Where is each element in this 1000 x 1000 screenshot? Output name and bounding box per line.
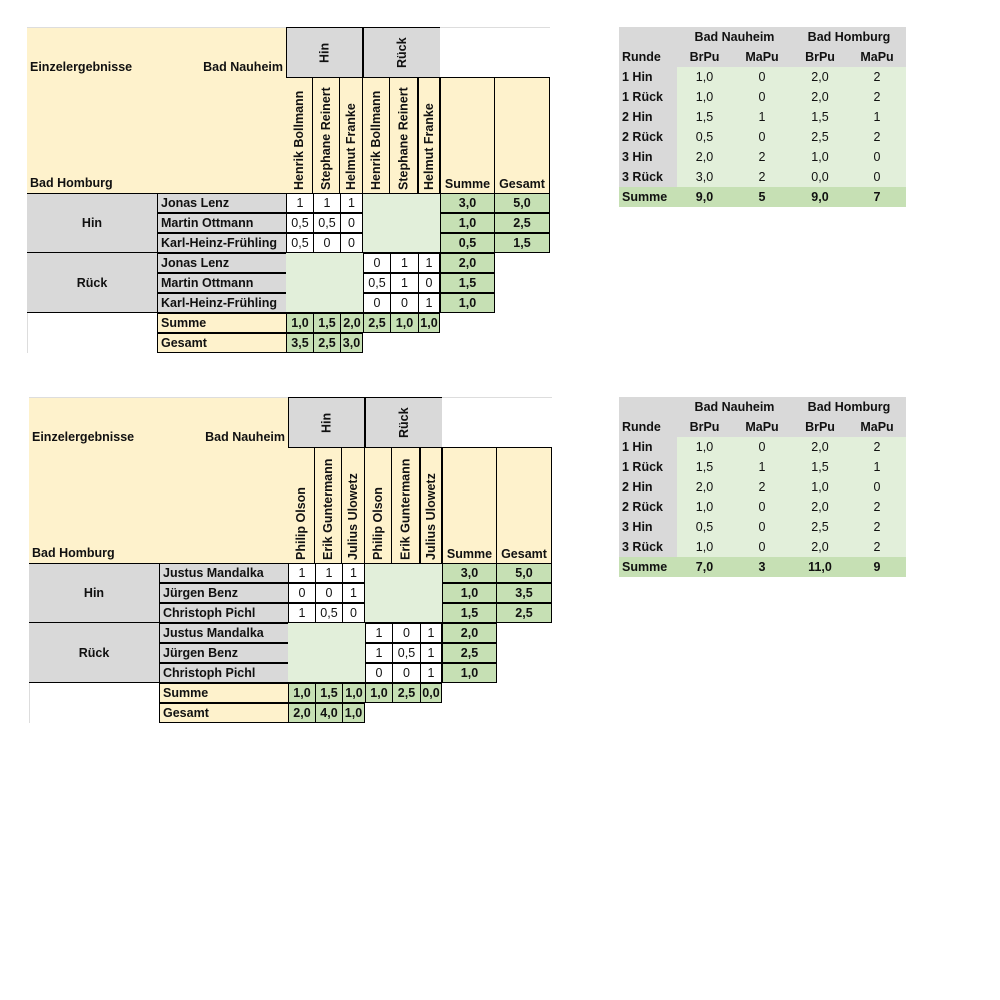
row-summe: 3,0 <box>440 193 495 213</box>
summary-sum-value: 9,0 <box>792 187 848 207</box>
summary-col-brpu: BrPu <box>677 417 732 437</box>
score-cell: 0,5 <box>286 213 313 233</box>
gesamt-row-label: Gesamt <box>157 333 286 353</box>
team-left-label: Bad Homburg <box>32 546 115 560</box>
row-summe: 1,0 <box>440 293 495 313</box>
summe-cell: 2,0 <box>340 313 363 333</box>
summary-value: 2 <box>732 477 792 497</box>
summary-value: 1,0 <box>677 87 732 107</box>
summary-value: 2,0 <box>792 67 848 87</box>
row-gesamt: 1,5 <box>495 233 550 253</box>
score-cell: 0 <box>390 293 418 313</box>
score-cell: 1 <box>390 253 418 273</box>
table-row-name: Justus Mandalka <box>159 563 288 583</box>
score-cell: 0 <box>340 233 363 253</box>
summary-value: 2 <box>848 87 906 107</box>
summary-col-mapu: MaPu <box>848 47 906 67</box>
summary-value: 1 <box>848 457 906 477</box>
table-row-name: Karl-Heinz-Frühling <box>157 233 286 253</box>
summary-value: 0 <box>732 537 792 557</box>
summary-col-brpu: BrPu <box>677 47 732 67</box>
score-cell: 1 <box>288 603 315 623</box>
score-cell: 1 <box>340 193 363 213</box>
score-cell: 1 <box>342 563 365 583</box>
summary-runde: 1 Hin <box>619 67 677 87</box>
matrix-title: Einzelergebnisse <box>32 430 135 444</box>
empty-block <box>286 253 363 313</box>
score-cell: 0 <box>313 233 340 253</box>
summary-value: 1 <box>732 107 792 127</box>
summary-sum-label: Summe <box>619 187 677 207</box>
summary-team1: Bad Nauheim <box>677 27 792 47</box>
summary-value: 0 <box>848 147 906 167</box>
table-row-name: Justus Mandalka <box>159 623 288 643</box>
row-summe: 1,5 <box>440 273 495 293</box>
summary-runde: 2 Hin <box>619 477 677 497</box>
summary-value: 1,0 <box>677 537 732 557</box>
summary-runde: 2 Rück <box>619 497 677 517</box>
table-row-name: Martin Ottmann <box>157 273 286 293</box>
row-summe: 2,0 <box>442 623 497 643</box>
summary-value: 3,0 <box>677 167 732 187</box>
summary-runde: 2 Rück <box>619 127 677 147</box>
score-cell: 1 <box>418 253 440 273</box>
gesamt-cell: 2,5 <box>313 333 340 353</box>
round-header-rueck: Rück <box>365 397 442 447</box>
summe-header: Summe <box>440 77 495 193</box>
summary-value: 0 <box>848 167 906 187</box>
summe-cell: 0,0 <box>420 683 442 703</box>
team-top-label: Bad Nauheim <box>203 60 283 74</box>
round-header-rueck: Rück <box>363 27 440 77</box>
summary-value: 0,0 <box>792 167 848 187</box>
player-header: Julius Ulowetz <box>342 447 365 563</box>
score-cell: 0 <box>363 253 390 273</box>
summary-value: 1 <box>732 457 792 477</box>
score-cell: 1 <box>418 293 440 313</box>
summary-value: 2 <box>848 517 906 537</box>
header-block <box>29 397 288 563</box>
score-cell: 1 <box>288 563 315 583</box>
summary-team2: Bad Homburg <box>792 27 906 47</box>
player-header: Philip Olson <box>288 447 315 563</box>
score-cell: 0 <box>363 293 390 313</box>
player-header: Henrik Bollmann <box>363 77 390 193</box>
summary-value: 2 <box>848 437 906 457</box>
summary-sum-value: 11,0 <box>792 557 848 577</box>
gridline <box>27 313 28 353</box>
summary-runde: 1 Hin <box>619 437 677 457</box>
gesamt-cell: 2,0 <box>288 703 315 723</box>
summary-value: 2,0 <box>792 537 848 557</box>
summary-runde: 1 Rück <box>619 87 677 107</box>
summe-cell: 1,0 <box>286 313 313 333</box>
group-label-hin: Hin <box>27 193 157 253</box>
summary-value: 1,0 <box>677 437 732 457</box>
summary-col-mapu: MaPu <box>732 47 792 67</box>
summe-cell: 1,0 <box>390 313 418 333</box>
score-cell: 0 <box>288 583 315 603</box>
score-cell: 0 <box>340 213 363 233</box>
group-label-rueck: Rück <box>29 623 159 683</box>
summary-col-brpu: BrPu <box>792 417 848 437</box>
table-row-name: Martin Ottmann <box>157 213 286 233</box>
summe-cell: 1,0 <box>342 683 365 703</box>
team-left-label: Bad Homburg <box>30 176 113 190</box>
summary-value: 2 <box>732 167 792 187</box>
row-summe: 1,0 <box>440 213 495 233</box>
header-block <box>27 27 286 193</box>
row-gesamt: 5,0 <box>497 563 552 583</box>
row-summe: 1,5 <box>442 603 497 623</box>
row-gesamt: 5,0 <box>495 193 550 213</box>
row-summe: 1,0 <box>442 583 497 603</box>
summe-header: Summe <box>442 447 497 563</box>
team-top-label: Bad Nauheim <box>205 430 285 444</box>
score-cell: 1 <box>365 623 392 643</box>
score-cell: 0,5 <box>313 213 340 233</box>
gesamt-cell: 3,5 <box>286 333 313 353</box>
table-row-name: Jonas Lenz <box>157 253 286 273</box>
summary-value: 2 <box>848 537 906 557</box>
player-header: Henrik Bollmann <box>286 77 313 193</box>
summary-sum-value: 9,0 <box>677 187 732 207</box>
score-cell: 0 <box>418 273 440 293</box>
summary-value: 0 <box>732 517 792 537</box>
score-cell: 1 <box>420 643 442 663</box>
empty-block <box>288 623 365 683</box>
gesamt-cell: 3,0 <box>340 333 363 353</box>
row-summe: 1,0 <box>442 663 497 683</box>
summary-value: 2,0 <box>677 147 732 167</box>
summary-value: 0 <box>848 477 906 497</box>
gridline <box>29 683 30 723</box>
row-summe: 3,0 <box>442 563 497 583</box>
table-row-name: Jürgen Benz <box>159 583 288 603</box>
summary-value: 1,5 <box>677 107 732 127</box>
summary-team1: Bad Nauheim <box>677 397 792 417</box>
summary-sum-value: 3 <box>732 557 792 577</box>
summe-row-label: Summe <box>159 683 288 703</box>
summary-value: 1,0 <box>792 477 848 497</box>
summe-cell: 2,5 <box>392 683 420 703</box>
score-cell: 1 <box>315 563 342 583</box>
summary-col-brpu: BrPu <box>792 47 848 67</box>
score-cell: 0,5 <box>392 643 420 663</box>
gesamt-header: Gesamt <box>497 447 552 563</box>
summary-value: 0 <box>732 127 792 147</box>
round-header-hin: Hin <box>286 27 363 77</box>
summary-col-mapu: MaPu <box>732 417 792 437</box>
summary-runde: 3 Hin <box>619 517 677 537</box>
summary-value: 1 <box>848 107 906 127</box>
score-cell: 0,5 <box>363 273 390 293</box>
player-header: Stephane Reinert <box>390 77 418 193</box>
player-header: Philip Olson <box>365 447 392 563</box>
summary-sum-value: 5 <box>732 187 792 207</box>
score-cell: 1 <box>342 583 365 603</box>
score-cell: 0 <box>315 583 342 603</box>
gesamt-cell: 4,0 <box>315 703 342 723</box>
player-header: Helmut Franke <box>340 77 363 193</box>
row-gesamt: 3,5 <box>497 583 552 603</box>
row-summe: 2,0 <box>440 253 495 273</box>
summary-value: 0 <box>732 87 792 107</box>
summary-value: 2,0 <box>677 477 732 497</box>
summary-runde-header: Runde <box>619 417 677 437</box>
summary-value: 0 <box>732 437 792 457</box>
summary-value: 1,0 <box>677 497 732 517</box>
score-cell: 0 <box>392 623 420 643</box>
summary-col-mapu: MaPu <box>848 417 906 437</box>
summe-cell: 1,0 <box>365 683 392 703</box>
empty-block <box>365 563 442 623</box>
table-row-name: Karl-Heinz-Frühling <box>157 293 286 313</box>
summary-sum-value: 7,0 <box>677 557 732 577</box>
gesamt-row-label: Gesamt <box>159 703 288 723</box>
score-cell: 1 <box>420 623 442 643</box>
gesamt-header: Gesamt <box>495 77 550 193</box>
summary-runde-header: Runde <box>619 47 677 67</box>
summary-value: 1,5 <box>792 457 848 477</box>
summary-value: 2 <box>848 497 906 517</box>
summary-team2: Bad Homburg <box>792 397 906 417</box>
summary-value: 2 <box>848 127 906 147</box>
group-label-hin: Hin <box>29 563 159 623</box>
summary-runde: 2 Hin <box>619 107 677 127</box>
player-header: Stephane Reinert <box>313 77 340 193</box>
summary-value: 2,5 <box>792 127 848 147</box>
score-cell: 0,5 <box>286 233 313 253</box>
summary-value: 0,5 <box>677 517 732 537</box>
summary-runde: 3 Rück <box>619 537 677 557</box>
score-cell: 1 <box>286 193 313 213</box>
summary-value: 2,0 <box>792 437 848 457</box>
row-gesamt: 2,5 <box>495 213 550 233</box>
summary-value: 1,5 <box>792 107 848 127</box>
group-label-rueck: Rück <box>27 253 157 313</box>
summary-value: 2,0 <box>792 497 848 517</box>
score-cell: 0 <box>365 663 392 683</box>
row-gesamt: 2,5 <box>497 603 552 623</box>
score-cell: 1 <box>313 193 340 213</box>
summary-value: 1,0 <box>792 147 848 167</box>
score-cell: 0 <box>392 663 420 683</box>
summary-runde: 3 Hin <box>619 147 677 167</box>
score-cell: 0 <box>342 603 365 623</box>
summary-value: 0 <box>732 67 792 87</box>
summary-value: 2 <box>848 67 906 87</box>
summary-runde: 1 Rück <box>619 457 677 477</box>
player-header: Julius Ulowetz <box>420 447 442 563</box>
summary-sum-value: 9 <box>848 557 906 577</box>
summe-cell: 1,0 <box>418 313 440 333</box>
table-row-name: Christoph Pichl <box>159 603 288 623</box>
table-row-name: Jonas Lenz <box>157 193 286 213</box>
summe-row-label: Summe <box>157 313 286 333</box>
summary-value: 2,0 <box>792 87 848 107</box>
summary-value: 1,0 <box>677 67 732 87</box>
summary-value: 0,5 <box>677 127 732 147</box>
score-cell: 1 <box>365 643 392 663</box>
summe-cell: 1,5 <box>315 683 342 703</box>
summary-value: 1,5 <box>677 457 732 477</box>
empty-block <box>363 193 440 253</box>
gesamt-cell: 1,0 <box>342 703 365 723</box>
score-cell: 0,5 <box>315 603 342 623</box>
summe-cell: 1,0 <box>288 683 315 703</box>
score-cell: 1 <box>420 663 442 683</box>
table-row-name: Christoph Pichl <box>159 663 288 683</box>
summary-runde: 3 Rück <box>619 167 677 187</box>
row-summe: 2,5 <box>442 643 497 663</box>
player-header: Helmut Franke <box>418 77 440 193</box>
player-header: Erik Guntermann <box>315 447 342 563</box>
summary-value: 0 <box>732 497 792 517</box>
matrix-title: Einzelergebnisse <box>30 60 133 74</box>
player-header: Erik Guntermann <box>392 447 420 563</box>
score-cell: 1 <box>390 273 418 293</box>
summary-value: 2 <box>732 147 792 167</box>
summe-cell: 2,5 <box>363 313 390 333</box>
table-row-name: Jürgen Benz <box>159 643 288 663</box>
round-header-hin: Hin <box>288 397 365 447</box>
summary-sum-value: 7 <box>848 187 906 207</box>
row-summe: 0,5 <box>440 233 495 253</box>
summe-cell: 1,5 <box>313 313 340 333</box>
summary-value: 2,5 <box>792 517 848 537</box>
summary-sum-label: Summe <box>619 557 677 577</box>
